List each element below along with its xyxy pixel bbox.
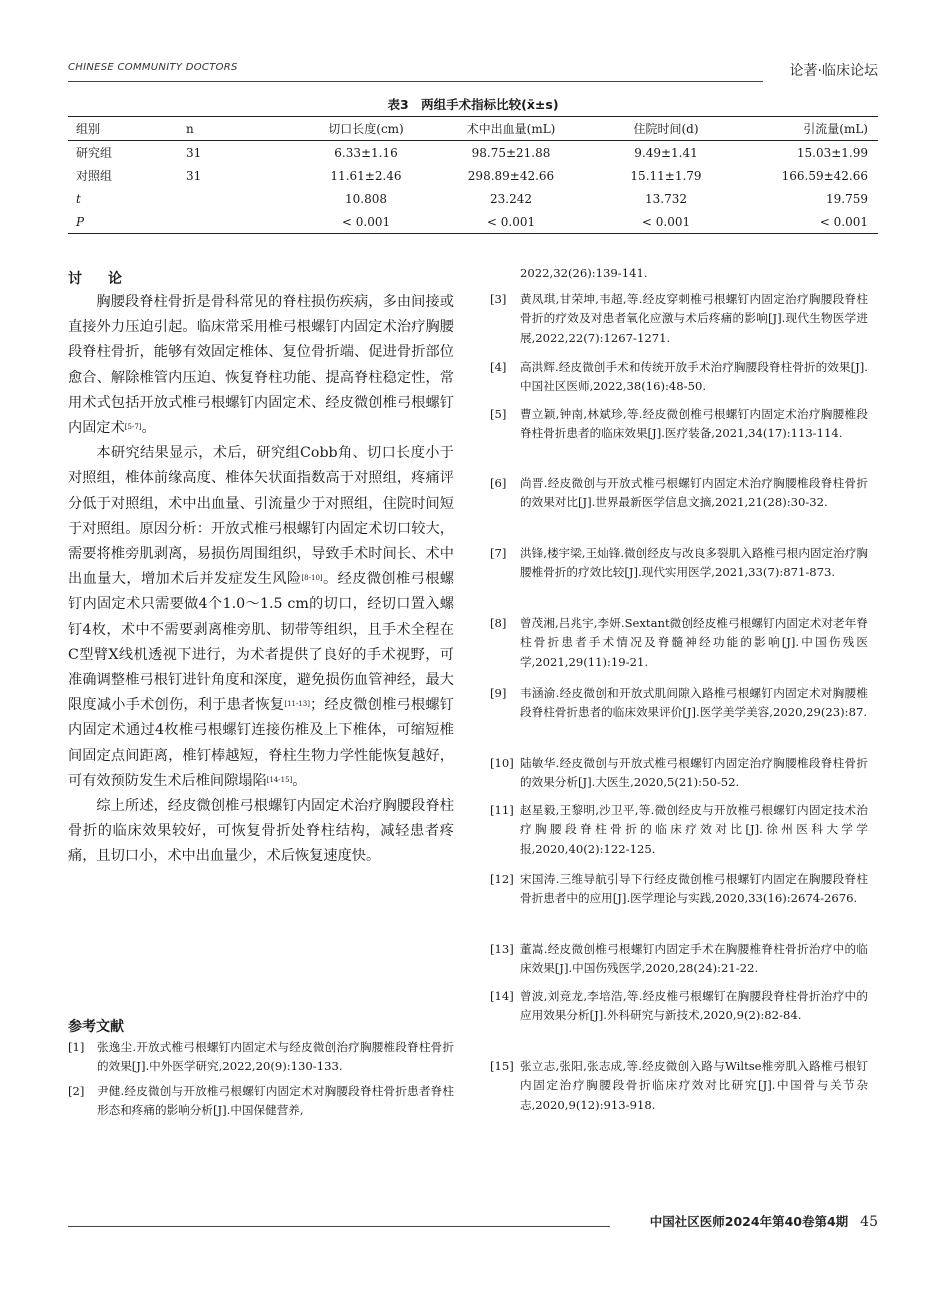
paragraph-text: 本研究结果显示，术后，研究组Cobb角、切口长度小于对照组，椎体前缘高度、椎体矢状面指数高于对照组，疼痛评分低于对照组，术中出血量、引流量少于对照组，住院时间短于对照组。原因分析：开放式椎弓根螺钉内固定术切口较大，需要将椎旁肌剥离，易损伤周围组织，导致手术时间长、术中出血量大，增加术后并发症发生风险 [68,445,454,588]
reference-number: [4] [490,360,507,374]
reference-text: 董嵩.经皮微创椎弓根螺钉内固定手术在胸腰椎脊柱骨折治疗中的临床效果[J].中国伤残医学,2020,28(24):21-22. [520,942,868,976]
reference-item [490,1057,868,1115]
reference-number: [11] [490,803,514,817]
reference-item [490,358,868,397]
footer [650,1212,878,1230]
reference-item [490,801,868,859]
reference-continuation [490,264,868,283]
reference-number: [1] [68,1040,85,1054]
table-cell: 166.59±42.66 [781,168,868,183]
reference-number: [3] [490,292,507,306]
table-cell: < 0.001 [341,214,391,229]
discussion-body [68,290,454,870]
reference-text: 曹立颖,钟南,林斌珍,等.经皮微创椎弓根螺钉内固定术治疗胸腰椎段脊柱骨折患者的临床效果[J].医疗装备,2021,34(17):113-114. [520,407,868,441]
reference-text: 洪锋,楼宇梁,王灿锋.微创经皮与改良多裂肌入路椎弓根内固定治疗胸腰椎骨折的疗效比较[J].现代实用医学,2021,33(7):871-873. [520,546,868,580]
reference-text: 赵星毅,王黎明,沙卫平,等.微创经皮与开放椎弓根螺钉内固定技术治疗胸腰段脊柱骨折的临床疗效对比[J].徐州医科大学学报,2020,40(2):122-125. [520,803,868,856]
table-cell: 31 [186,168,202,183]
reference-item [490,987,868,1026]
table-header-row [68,117,878,141]
table-cell: 298.89±42.66 [467,168,555,183]
results-table [68,116,878,234]
reference-text: 黄凤琪,甘荣坤,韦超,等.经皮穿刺椎弓根螺钉内固定治疗胸腰段脊柱骨折的疗效及对患者氧化应激与术后疼痛的影响[J].现代生物医学进展,2022,22(7):1267-1271. [520,292,868,345]
table-cell: < 0.001 [641,214,691,229]
footer-rule [68,1226,610,1227]
reference-text: 陆敏华.经皮微创与开放式椎弓根螺钉内固定治疗胸腰椎段脊柱骨折的效果分析[J].大医生,2020,5(21):50-52. [520,756,868,790]
table-cell [186,187,296,210]
reference-text: 尚晋.经皮微创与开放式椎弓根螺钉内固定术治疗胸腰椎段脊柱骨折的效果对比[J].世界最新医学信息文摘,2021,21(28):30-32. [520,476,868,510]
reference-number: [7] [490,546,507,560]
reference-item [490,290,868,348]
references-heading: 参考文献 [68,1019,124,1035]
table-cell: 98.75±21.88 [471,145,551,160]
paragraph-text: 胸腰段脊柱骨折是骨科常见的脊柱损伤疾病，多由间接或直接外力压迫引起。临床常采用椎弓根螺钉内固定术治疗胸腰段脊柱骨折，能够有效固定椎体、复位骨折端、促进骨折部位愈合、解除椎管内压迫、恢复脊柱功能、提高脊柱稳定性，常用术式包括开放式椎弓根螺钉内固定术、经皮微创椎弓根螺钉内固定术 [68,294,454,437]
table-row [68,187,878,210]
reference-number: [6] [490,476,507,490]
table-cell: 19.759 [826,191,868,206]
reference-item [68,1082,454,1121]
col-header-incision: 切口长度(cm) [328,122,404,136]
reference-text: 张立志,张阳,张志成,等.经皮微创入路与Wiltse椎旁肌入路椎弓根钉内固定治疗胸腰段骨折临床疗效对比研究[J].中国骨与关节杂志,2020,9(12):913-918. [520,1059,868,1112]
reference-number: [15] [490,1059,514,1073]
table-cell: < 0.001 [486,214,536,229]
page-number: 45 [860,1214,878,1230]
reference-text: 尹健.经皮微创与开放椎弓根螺钉内固定术对胸腰段脊柱骨折患者脊柱形态和疼痛的影响分析[J].中国保健营养, [97,1084,454,1118]
reference-text: 韦涵渝.经皮微创和开放式肌间隙入路椎弓根螺钉内固定术对胸腰椎段脊柱骨折患者的临床效果评价[J].医学美学美容,2020,29(23):87. [520,686,868,720]
table-cell: < 0.001 [819,214,868,229]
col-header-blood-loss: 术中出血量(mL) [466,122,556,136]
reference-number: [13] [490,942,514,956]
header-rule [68,81,763,82]
paragraph-text: 。 [292,772,307,789]
reference-text-continued: 2022,32(26):139-141. [520,266,648,280]
table-cell: 15.11±1.79 [630,168,702,183]
table-row [68,210,878,234]
citation: [11-13] [284,700,310,709]
col-header-group: 组别 [76,122,101,136]
table-cell: 11.61±2.46 [330,168,402,183]
table-cell: 15.03±1.99 [796,145,868,160]
reference-number: [14] [490,989,514,1003]
col-header-drainage: 引流量(mL) [803,122,868,136]
reference-number: [10] [490,756,514,770]
table-cell: 31 [186,145,202,160]
col-header-stay: 住院时间(d) [633,122,699,136]
table-cell: t [76,191,81,206]
reference-item [490,405,868,444]
table-cell: P [76,214,85,229]
table-cell: 23.242 [490,191,532,206]
reference-item [490,614,868,672]
footer-journal-issue: 中国社区医师2024年第40卷第4期 [649,1214,849,1229]
reference-item [490,544,868,583]
discussion-paragraph-2 [68,441,454,794]
table-cell: 10.808 [345,191,387,206]
table-cell: 9.49±1.41 [634,145,698,160]
reference-number: [12] [490,872,514,886]
reference-number: [2] [68,1084,85,1098]
reference-text: 高洪辉.经皮微创手术和传统开放手术治疗胸腰段脊柱骨折的效果[J].中国社区医师,2022,38(16):48-50. [520,360,868,394]
paragraph-text: 。 [141,420,156,437]
col-header-n: n [186,121,194,136]
reference-item [490,940,868,979]
table-cell: 13.732 [645,191,687,206]
table-cell: 研究组 [76,146,113,160]
reference-number: [8] [490,616,507,630]
table-cell: 6.33±1.16 [334,145,398,160]
running-header-journal: CHINESE COMMUNITY DOCTORS [68,62,238,73]
reference-item [490,474,868,513]
reference-text: 曾茂湘,吕兆宇,李妍.Sextant微创经皮椎弓根螺钉内固定术对老年脊柱骨折患者手术情况及脊髓神经功能的影响[J].中国伤残医学,2021,29(11):19-21. [520,616,868,669]
reference-item [490,870,868,909]
reference-number: [9] [490,686,507,700]
discussion-paragraph-1 [68,290,454,441]
table-cell [186,210,296,234]
table-cell: 对照组 [76,169,113,183]
discussion-paragraph-3: 综上所述，经皮微创椎弓根螺钉内固定术治疗胸腰段脊柱骨折的临床效果较好，可恢复骨折处脊柱结构，减轻患者疼痛，且切口小，术中出血量少，术后恢复速度快。 [68,798,454,865]
paragraph-text: 。经皮微创椎弓根螺钉内固定术只需要做4个1.0～1.5 cm的切口，经切口置入螺钉4枚，术中不需要剥离椎旁肌、韧带等组织，且手术全程在C型臂X线机透视下进行，为术者提供了良好的手术视野，可准确调整椎弓根钉进针角度和深度，避免损伤血管神经，最大限度减小手术创伤，利于患者恢复 [68,571,454,714]
table-caption: 表3 两组手术指标比较(x̄±s) [387,97,559,112]
citation: [8-10] [301,574,323,583]
reference-text: 曾波,刘竞龙,李培浩,等.经皮椎弓根螺钉在胸腰段脊柱骨折治疗中的应用效果分析[J].外科研究与新技术,2020,9(2):82-84. [520,989,868,1023]
reference-number: [5] [490,407,507,421]
reference-item [68,1038,454,1077]
table-row [68,164,878,187]
citation: [5-7] [124,423,142,432]
reference-item [490,684,868,723]
running-header-section: 论著·临床论坛 [789,63,878,79]
reference-item [490,754,868,793]
paragraph-text: ；经皮微创椎弓根螺钉内固定术通过4枚椎弓根螺钉连接伤椎及上下椎体，可缩短椎间固定点间距离，椎钉棒越短，脊柱生物力学性能恢复越好，可有效预防发生术后椎间隙塌陷 [68,697,454,789]
citation: [14-15] [266,775,293,784]
reference-text: 张逸尘.开放式椎弓根螺钉内固定术与经皮微创治疗胸腰椎段脊柱骨折的效果[J].中外医学研究,2022,20(9):130-133. [97,1040,454,1074]
table-row [68,141,878,165]
reference-text: 宋国涛.三维导航引导下行经皮微创椎弓根螺钉内固定在胸腰段脊柱骨折患者中的应用[J].医学理论与实践,2020,33(16):2674-2676. [520,872,868,906]
discussion-heading: 讨 论 [68,271,128,287]
